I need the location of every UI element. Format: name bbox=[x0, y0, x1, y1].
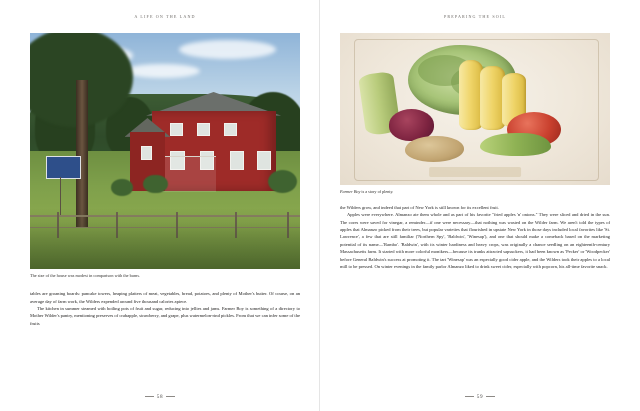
plate-caption bbox=[340, 189, 610, 194]
window bbox=[230, 151, 244, 170]
roadside-sign bbox=[46, 156, 80, 179]
vegetable-still-life-illustration bbox=[340, 33, 610, 185]
folio-rule bbox=[145, 396, 154, 397]
cloud-icon bbox=[179, 40, 276, 59]
cloud-icon bbox=[125, 64, 201, 78]
window bbox=[224, 123, 237, 137]
folio-left bbox=[0, 394, 320, 400]
plate-frame bbox=[354, 39, 599, 181]
folio-rule bbox=[486, 396, 495, 397]
foreground-tree-trunk bbox=[76, 80, 88, 226]
right-page bbox=[320, 0, 640, 411]
folio-rule bbox=[166, 396, 175, 397]
porch bbox=[162, 156, 216, 192]
window bbox=[197, 123, 210, 137]
paragraph: the Wilders grow, and indeed that part of New York is still known for its excellent fruit. bbox=[340, 205, 499, 210]
window bbox=[257, 151, 271, 170]
bush bbox=[111, 179, 133, 196]
photo-caption: The size of the house was modest in comparison with the barns. bbox=[30, 273, 141, 278]
folio-rule bbox=[465, 396, 474, 397]
foreground-shadow bbox=[30, 208, 300, 269]
farmhouse-photograph bbox=[30, 33, 300, 269]
paragraph: tables are groaning boards: pancake towers, heaping platters of meat, vegetables, bread, potatoes, and plenty of Mother's butter. Of course, on an average day of farm work, the Wilders expended around five thousand calories apiece. bbox=[30, 291, 300, 304]
plate-label-plaque bbox=[429, 167, 521, 178]
plate-caption-title: Farmer Boy bbox=[340, 189, 361, 194]
folio-right bbox=[320, 394, 640, 400]
left-body-text bbox=[30, 290, 300, 327]
running-head-right: PREPARING THE SOIL bbox=[443, 14, 507, 19]
bush bbox=[143, 175, 167, 194]
right-body-text bbox=[340, 204, 610, 270]
running-head-left: A LIFE ON THE LAND bbox=[134, 14, 196, 19]
window bbox=[141, 146, 152, 160]
photo-block bbox=[30, 33, 300, 279]
paragraph: Apples were everywhere. Almanzo ate them whole and as part of his favorite "fried apples 'n' onions." They were sliced and dried in the sun. The cores were saved for vinegar, a reminder—if one were necessary—that nothing was wasted on the Wilder farm. We aren't told the types of apples that Almanzo picked from their trees, but popular varieties that flourished in upstate New York in those days included local favorites like 'St. Lawrence', a few that are still familiar ('Northern Spy', 'Baldwin', 'Winesap'), and one that should make a comeback based on the marketing potential of its name—'Rambo'. 'Baldwin', with its winter hardiness and heavy crops, was originally a chance seedling on an eighteenth-century Massachusetts farm. It started with more colorful monikers—because its trunks attracted sapsuckers, it had been known as 'Pecker' or 'Woodpecker' before General Baldwin's success at promoting it. The tart 'Winesap' was an especially good cider apple, and the Wilders took their apples to a local mill to be pressed. On winter evenings in the family parlor Almanzo liked to drink sweet cider, especially with popcorn, his all-time favorite snack. bbox=[340, 212, 610, 269]
page-number: 58 bbox=[156, 394, 164, 400]
window bbox=[170, 123, 183, 137]
paragraph: The kitchen in summer steamed with boiling pots of fruit and sugar, reducing into jellies and jams. Farmer Boy is something of a directory to Mother Wilder's pantry, mentioning preserves of crabapple, strawberry, and grape, plus watermelon-rind pickles. From that we can infer some of the fruits bbox=[30, 306, 300, 326]
plate-caption-rest: is a story of plenty. bbox=[360, 189, 394, 194]
page-number: 59 bbox=[476, 394, 484, 400]
